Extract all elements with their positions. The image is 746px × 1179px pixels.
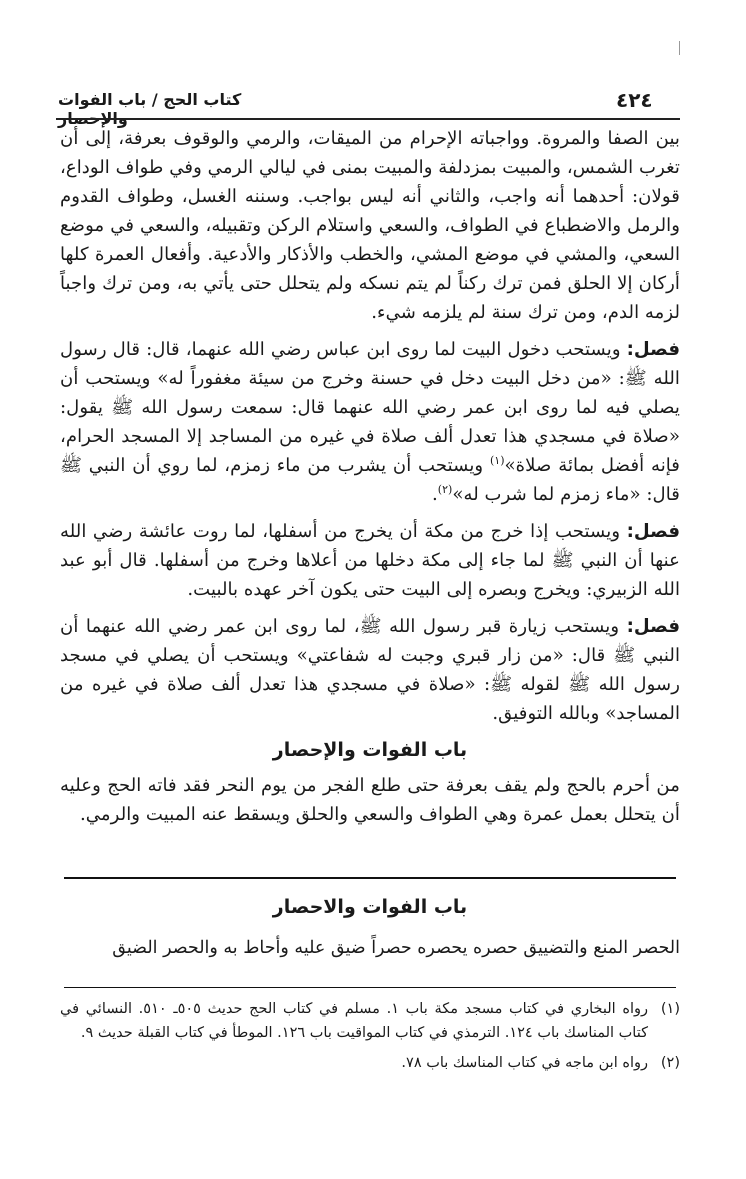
paragraph (60, 517, 680, 604)
main-text (60, 124, 680, 837)
footnote-rule (64, 987, 676, 988)
footnote-text: رواه ابن ماجه في كتاب المناسك باب ٧٨. (401, 1055, 648, 1071)
paragraph-text: . (432, 484, 438, 505)
commentary (60, 890, 680, 962)
paragraph (60, 612, 680, 728)
paragraph-text: ويستحب دخول البيت لما روى ابن عباس رضي الله عنهما، قال: قال رسول الله ﷺ: «من دخل البيت دخل في حسنة وخرج من سيئة مغفوراً له» ويستحب أن يصلي فيه لما روى ابن عمر رضي الله عنهما قال: سمعت رسول الله ﷺ يقول: «صلاة في مسجدي هذا تعدل ألف صلاة في غيره من المساجد إلا المسجد الحرام، فإنه أفضل بمائة صلاة» (60, 339, 680, 476)
footnote-text: رواه البخاري في كتاب مسجد مكة باب ١. مسلم في كتاب الحج حديث ٥٠٥ـ ٥١٠. النسائي في كتاب المناسك باب ١٢٤. الترمذي في كتاب المواقيت باب ١٢٦. الموطأ في كتاب القبلة حديث ٩. (60, 1001, 648, 1041)
corner-mark (679, 41, 680, 55)
page-number: ٤٢٤ (616, 88, 653, 112)
paragraph-text: بين الصفا والمروة. وواجباته الإحرام من الميقات، والرمي والوقوف بعرفة، إلى أن تغرب الشمس، والمبيت بمزدلفة والمبيت بمنى في ليالي الرمي وفي طواف الوداع، قولان: أحدهما أنه واجب، والثاني أنه ليس بواجب. وسننه الغسل، وطواف القدوم والرمل والاضطباع في الطواف، والسعي واستلام الركن وتقبيله، والسعي في موضع السعي، والمشي في موضع المشي، والخطب والأذكار والأدعية. وأفعال العمرة كلها أركان إلا الحلق فمن ترك ركناً لم يتم نسكه ولم يتحلل حتى يأتي به، ومن ترك واجباً لزمه الدم، ومن ترك سنة لم يلزمه شيء. (60, 128, 680, 323)
commentary-text: الحصر المنع والتضييق حصره يحصره حصراً ضيق عليه وأحاط به والحصر الضيق (112, 938, 680, 958)
footnote-ref: (١) (489, 453, 505, 467)
divider (64, 877, 676, 879)
paragraph-text: ويستحب زيارة قبر رسول الله ﷺ، لما روى ابن عمر رضي الله عنهما أن النبي ﷺ قال: «من زار قبري وجبت له شفاعتي» ويستحب أن يصلي في مسجد رسول الله ﷺ لقوله ﷺ: «صلاة في مسجدي هذا تعدل ألف صلاة في غيره من المساجد» وبالله التوفيق. (60, 616, 680, 724)
header-rule (56, 118, 680, 120)
commentary-heading: باب الفوات والاحصار (272, 896, 468, 918)
paragraph (60, 124, 680, 327)
running-title: كتاب الحج / باب الفوات والإحصار (58, 90, 242, 128)
footnote (60, 997, 680, 1045)
section-heading: باب الفوات والإحصار (272, 739, 468, 761)
footnotes (60, 997, 680, 1081)
footnote-number: (٢) (660, 1055, 680, 1071)
paragraph (60, 771, 680, 829)
paragraph-text: ويستحب أن يشرب من ماء زمزم، لما روي أن النبي ﷺ قال: «ماء زمزم لما شرب له» (60, 455, 680, 505)
footnote (60, 1051, 680, 1075)
paragraph (60, 335, 680, 509)
footnote-ref: (٢) (437, 482, 453, 496)
paragraph-text: ويستحب إذا خرج من مكة أن يخرج من أسفلها، لما روت عائشة رضي الله عنها أن النبي ﷺ لما جاء إلى مكة دخلها من أعلاها وخرج من أسفلها. قال أبو عبد الله الزبيري: ويخرج وبصره إلى البيت حتى يكون آخر عهده بالبيت. (60, 521, 680, 600)
section-lead: فصل: (626, 521, 680, 542)
paragraph-text: من أحرم بالحج ولم يقف بعرفة حتى طلع الفجر من يوم النحر فقد فاته الحج وعليه أن يتحلل بعمل عمرة وهي الطواف والسعي والحلق ويسقط عنه المبيت والرمي. (60, 775, 680, 825)
footnote-number: (١) (660, 1001, 680, 1017)
section-lead: فصل: (626, 616, 680, 637)
section-lead: فصل: (626, 339, 680, 360)
